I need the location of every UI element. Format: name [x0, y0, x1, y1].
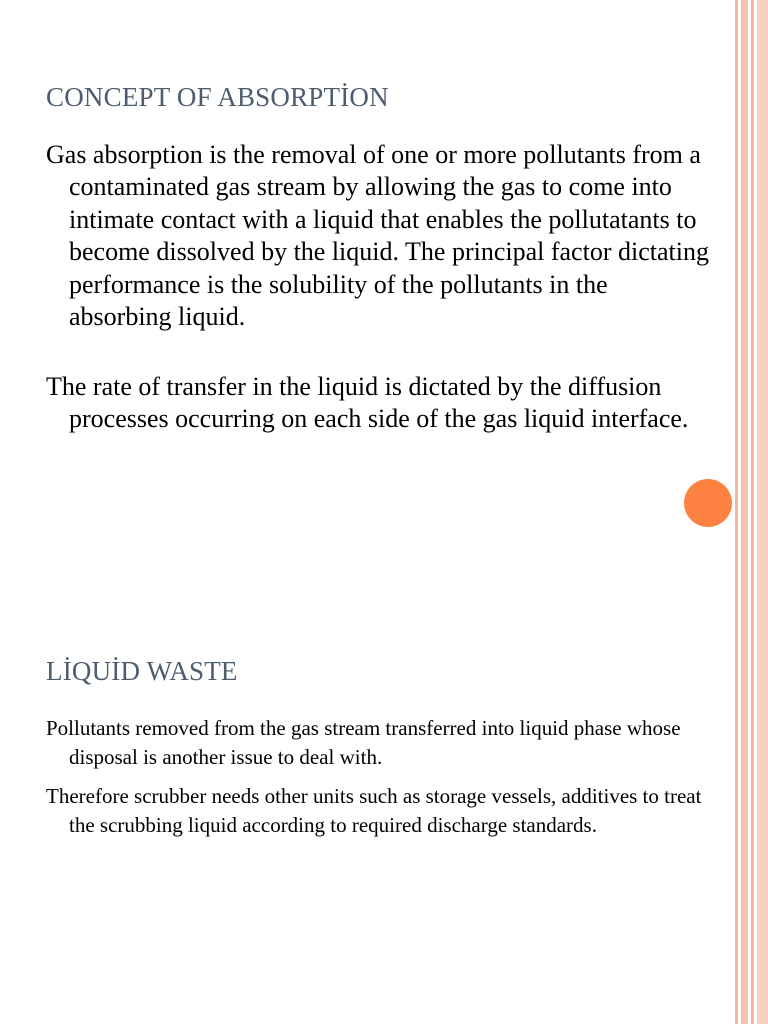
decorative-stripe	[735, 0, 738, 1024]
section-heading-absorption: CONCEPT OF ABSORPTİON	[46, 82, 389, 112]
orange-circle-icon	[684, 479, 732, 527]
absorption-paragraph-2: The rate of transfer in the liquid is dictated by the diffusion processes occurring on each side of the gas liquid interface.	[46, 372, 689, 434]
absorption-paragraph-1: Gas absorption is the removal of one or more pollutants from a contaminated gas stream by allowing the gas to come into intimate contact with a liquid that enables the pollutatants to become dissolved by the liquid. The principal factor dictating performance is the solubility of the pollutants in the absorbing liquid.	[46, 140, 709, 332]
section-heading-liquid-waste: LİQUİD WASTE	[46, 656, 238, 686]
decorative-stripe	[751, 0, 754, 1024]
liquid-waste-paragraph-2: Therefore scrubber needs other units such as storage vessels, additives to treat the scrubbing liquid according to required discharge standards.	[46, 784, 702, 838]
decorative-stripe	[741, 0, 748, 1024]
decorative-stripe	[757, 0, 768, 1024]
liquid-waste-paragraph-1: Pollutants removed from the gas stream transferred into liquid phase whose disposal is another issue to deal with.	[46, 716, 681, 770]
